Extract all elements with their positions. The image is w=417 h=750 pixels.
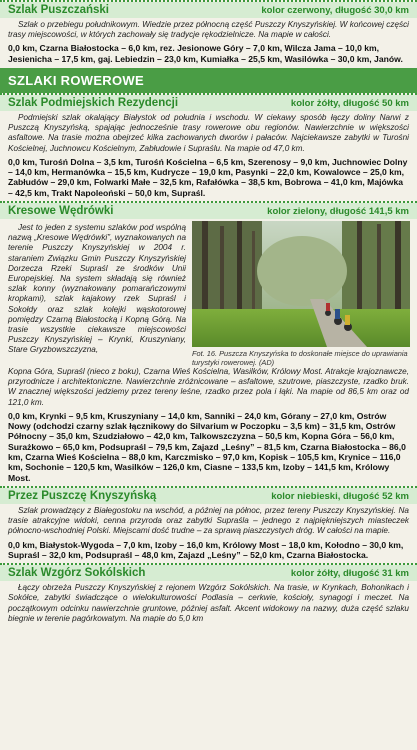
trail-title: Szlak Puszczański	[8, 4, 109, 16]
trail-meta: kolor żółty, długość 31 km	[290, 568, 409, 580]
trail-section-wzgorz-sokolskich	[0, 563, 417, 624]
trail-meta: kolor niebieski, długość 52 km	[271, 490, 409, 502]
trail-route: 0,0 km, Krynki – 9,5 km, Kruszyniany – 14,0 km, Sanniki – 24,0 km, Górany – 27,0 km, Ostrów Nowy (odchodzi czarny szlak łącznikowy do Silvarium w Poczopku – 3,5 km) – 31,5 km, Ostrów Północny – 35,0 km, Szudziałowo – 42,0 km, Talkowszczyzna – 50,5 km, Kopna Góra – 56,0 km, Surażkowo – 65,0 km, Podsupraśl – 79,5 km, Zajazd „Leśny” – 81,5 km, Czarna Białostocka – 86,0 km, Czarna Wieś Kościelna – 88,0 km, Karczmisko – 97,0 km, Kopisk – 105,5 km, Krynice – 116,0 km, Sochonie – 120,5 km, Wasilków – 126,0 km, Ciasne – 133,5 km, Izoby – 141,5 km, Królowy Most.	[8, 410, 406, 483]
trail-header	[0, 2, 417, 18]
trail-description-continued: Kopna Góra, Supraśl (nieco z boku), Czarna Wieś Kościelna, Wasilków, Królowy Most. Atrakcje krajoznawcze, przyrodnicze i architektoniczne. Nawierzchnie zróżnicowane – asfaltowe, szutrowe, piaszczyste, rzadko bruk. W znacznej większości jedziemy przez tereny leśne, rzadko przez pola i łąki. Na mapie od 86,5 km oraz od 121,0 km.	[8, 367, 409, 407]
trail-meta: kolor czerwony, długość 30,0 km	[261, 5, 409, 16]
trail-header	[0, 203, 417, 219]
trail-description: Szlak o przebiegu południkowym. Wiedzie przez północną część Puszczy Knyszyńskiej. W końcowej części trasy miejscowości, w których zachowały się tradycje rękodzielnicze. Na mapie w całości.	[8, 20, 409, 40]
trail-description: Łączy obrzeża Puszczy Knyszyńskiej z rejonem Wzgórz Sokólskich. Na trasie, w Krynkach, Bohonikach i Sokółce, zabytki świadczące o wielokulturowości Podlasia – cerkwie, kościoły, synagogi i meczet. Na początkowym odcinku nawierzchnie gruntowe, później asfalt. Akcent widokowy na nazwy, duża część szlaku biegnie w terenie pagórkowatym. Na mapie do 5,0 km	[8, 583, 409, 623]
trail-header	[0, 95, 417, 111]
trail-meta: kolor żółty, długość 50 km	[290, 98, 409, 109]
trail-description: Podmiejski szlak okalający Białystok od południa i wschodu. W ciekawy sposób łączy doliny Narwi z Puszczą Knyszyńską, spajając jednocześnie trasy rowerowe obu regionów. Nawierzchnie w większości asfaltowe. Na trasie można obejrzeć kilka zachowanych dworów i pałaców. Najciekawsze zabytki w Turośni Kościelnej, Juchnowcu Kościelnym, Zabłudowie i Supraślu. Na mapie od 47,0 km.	[8, 113, 409, 153]
trail-header	[0, 565, 417, 581]
trail-description: Szlak prowadzący z Białegostoku na wschód, a później na północ, przez tereny Puszczy Knyszyńskiej. Na trasie atrakcyjne widoki, cenna przyroda oraz zabytki Supraśla – jednego z najpiękniejszych miasteczek północno-wschodniej Polski. Miejscami dość trudne – za sprawą piaszczystych dróg. W całości na mapie.	[8, 505, 409, 536]
trail-section-przez-puszcze	[0, 486, 417, 560]
photo-caption: Fot. 16. Puszcza Knyszyńska to doskonałe miejsce do uprawiania turystyki rowerowej. (AD)	[192, 349, 408, 367]
trail-title: Kresowe Wędrówki	[8, 205, 114, 217]
section-band-bike-trails: SZLAKI ROWEROWE	[0, 68, 417, 93]
trail-text-column	[8, 221, 186, 367]
trail-route: 0,0 km, Białystok-Wygoda – 7,0 km, Izoby – 16,0 km, Królowy Most – 18,0 km, Kołodno – 30,0 km, Supraśl – 32,0 km, Podsupraśl – 48,0 km, Zajazd „Leśny” – 52,0 km, Czarna Białostocka.	[8, 539, 404, 560]
trail-route: 0,0 km, Czarna Białostocka – 6,0 km, rez. Jesionowe Góry – 7,0 km, Wilcza Jama – 10,0 km, Jesienicha – 17,5 km, gaj. Lebiedzin – 23,0 km, Kumiałka – 25,5 km, Wasilówka – 30,0 km, Janów.	[8, 43, 403, 64]
trail-section-puszczanski	[0, 0, 417, 64]
trail-title: Szlak Wzgórz Sokólskich	[8, 567, 146, 580]
trail-section-podmiejski	[0, 93, 417, 198]
trail-title: Przez Puszczę Knyszyńską	[8, 489, 157, 502]
trail-meta: kolor zielony, długość 141,5 km	[267, 206, 409, 217]
trail-body	[8, 221, 409, 367]
cyclists-forest-photo	[192, 221, 410, 347]
trail-section-kresowe	[0, 201, 417, 483]
trail-header	[0, 488, 417, 504]
trail-route: 0,0 km, Turośń Dolna – 3,5 km, Turośń Kościelna – 6,5 km, Szerenosy – 9,0 km, Juchnowiec Dolny – 14,0 km, Hermanówka – 15,5 km, Kudrycze – 19,0 km, Pasynki – 22,0 km, Kowalowce – 25,0 km, Zabłudów – 29,0 km, Folwarki Małe – 32,5 km, Rafałówka – 38,5 km, Bobrowa – 41,0 km, Majówka – 42,5 km, Trakt Napoleoński – 50,0 km, Supraśl.	[8, 156, 408, 198]
photo-figure	[192, 221, 410, 367]
trail-title: Szlak Podmiejskich Rezydencji	[8, 97, 179, 109]
trail-description: Jest to jeden z systemu szlaków pod wspólną nazwą „Kresowe Wędrówki”, wyznakowanych na terenie Puszczy Knyszyńskiej w 2004 r. staraniem Związku Gmin Puszczy Knyszyńskiej Dorzecza Rzeki Supraśl ze środków Unii Europejskiej. Na system składają się również szlak konny (wyznakowany pomarańczowymi kropkami), szlak kajakowy rzek Supraśl i Sokołdy oraz szlak kolejki wąskotorowej pomiędzy Czarną Białostocką i Kopną Górą. Na trasie wszystkie ciekawsze miejscowości Puszczy Knyszyńskiej – Krynki, Kruszyniany, Stare Gryzbowszczyzna,	[8, 223, 186, 355]
